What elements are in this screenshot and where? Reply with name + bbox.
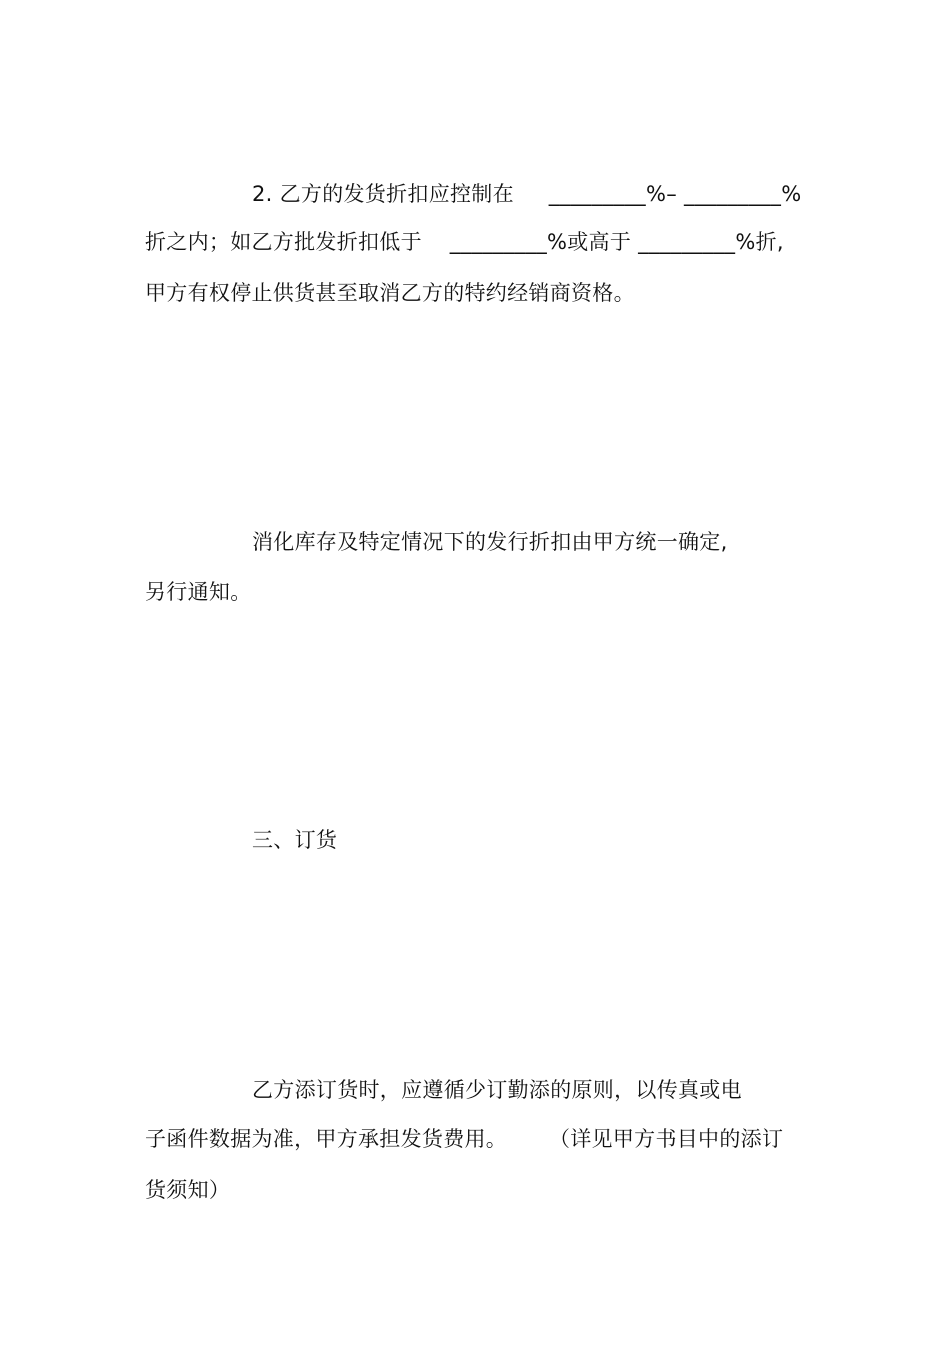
- clause-2-line-1: 2. 乙方的发货折扣应控制在 _________%– _________%: [252, 182, 802, 206]
- clause-2-line-2: 折之内；如乙方批发折扣低于 _________%或高于 _________%折,: [145, 230, 784, 254]
- inventory-paragraph-line-2: 另行通知。: [145, 580, 252, 604]
- inventory-paragraph-line-1: 消化库存及特定情况下的发行折扣由甲方统一确定,: [252, 530, 728, 554]
- clause-2-line-3: 甲方有权停止供货甚至取消乙方的特约经销商资格。: [145, 281, 635, 305]
- section-3-heading: 三、订货: [252, 828, 338, 852]
- ordering-paragraph-line-2: 子函件数据为准，甲方承担发货费用。 （详见甲方书目中的添订: [145, 1127, 784, 1151]
- ordering-paragraph-line-3: 货须知）: [145, 1178, 231, 1202]
- ordering-paragraph-line-1: 乙方添订货时，应遵循少订勤添的原则，以传真或电: [252, 1078, 742, 1102]
